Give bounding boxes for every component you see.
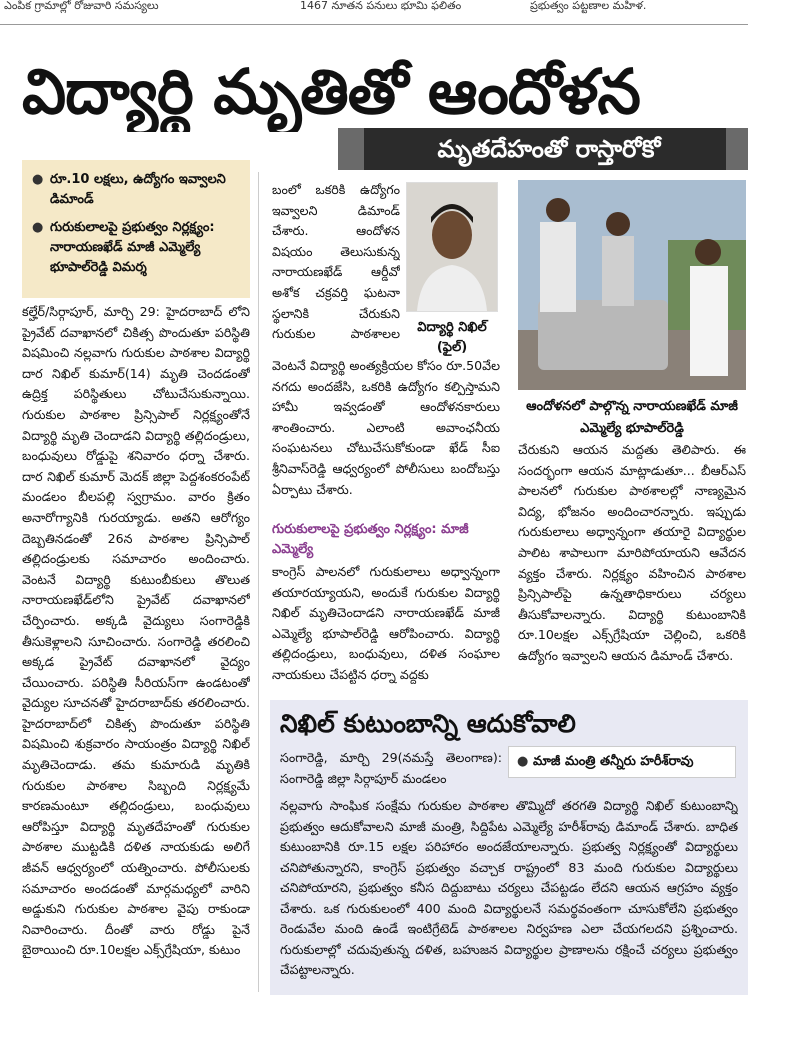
bullet-icon: ● [517,754,529,769]
column-divider [258,172,259,992]
sidebar-article-body [280,796,738,988]
headline: విద్యార్థి మృతితో ఆందోళన [22,55,640,128]
top-strip-right: ప్రభుత్వం పట్టణాల మహిళ. [530,0,647,12]
bullet-icon: ● [32,172,44,187]
article-body-2: వెంటనే విద్యార్థి అంత్యక్రియల కోసం రూ.50వేల నగదు అందజేసి, ఒకరికి ఉద్యోగం కల్పిస్తామని హామీ ఇవ్వడంతో ఆందోళనకారులు శాంతించారు. ఎలాంటి అవాంఛనీయ సంఘటనలు చోటుచేసుకోకుండా ఖేడ్ సీఐ శ్రీనివాస్‌రెడ్డి ఆధ్వర్యంలో పోలీసులు బందోబస్తు ఏర్పాటు చేశారు. [272,358,500,497]
student-photo-caption: విద్యార్థి నిఖిల్ (ఫైల్) [417,320,487,355]
subheadline-bar [338,128,748,170]
bullet-icon: ● [32,220,44,235]
badge-text: మాజీ మంత్రి తన్నీరు హరీశ్‌రావు [533,754,694,769]
article-body-1: కల్హేర్/సిర్గాపూర్, మార్చి 29: హైదరాబాద్ లోని ప్రైవేట్ దవాఖానలో చికిత్స పొందుతూ పరిస్థితి విషమించి నల్లవాగు గురుకుల పాఠశాల విద్యార్థి దార నిఖిల్ కుమార్(14) మృతి చెందడంతో ఉద్రిక్త పరిస్థితులు చోటుచేసుకున్నాయి. గురుకుల పాఠశాల ప్రిన్సిపాల్ నిర్లక్ష్యంతోనే విద్యార్థి మృతి చెందాడని విద్యార్థి తల్లిదండ్రులు, బంధువులు రోడ్డుపై శనివారం ధర్నా చేశారు. దార నిఖిల్ కుమార్ మెదక్ జిల్లా పెద్దశంకరంపేట్ మండలం బీలపల్లి స్వగ్రామం. వారం క్రితం అనారోగ్యానికి గురయ్యాడు. అతని ఆరోగ్యం దెబ్బతినడంతో 26న పాఠశాల ప్రిన్సిపాల్ తల్లిదండ్రులకు సమాచారం అందించారు. వెంటనే విద్యార్థి కుటుంబీకులు తొలుత నారాయణఖేడ్‌లోని ప్రైవేట్ దవాఖానలో చేర్పించారు. అక్కడి వైద్యులు సంగారెడ్డికి తీసుకెళ్లాలని సూచించారు. సంగారెడ్డి తరలించి అక్కడ ప్రైవేట్ దవాఖానలో వైద్యం చేయించారు. పరిస్థితి సీరియస్‌గా ఉండటంతో వైద్యుల సూచనతో హైదరాబాద్‌కు తరలించారు. హైదరాబాద్‌లో చికిత్స పొందుతూ పరిస్థితి విషమించి శుక్రవారం సాయంత్రం విద్యార్థి నిఖిల్ మృతిచెందాడు. తమ కుమారుడి మృతికి గురుకుల పాఠశాల సిబ్బంది నిర్లక్ష్యమే కారణమంటూ తల్లిదండ్రులు, బంధువులు ఆరోపిస్తూ విద్యార్థి మృతదేహంతో గురుకుల పాఠశాల ముట్టడికి దళిత నాయకుడు అలిగే జీవన్ ఆధ్వర్యంలో యత్నించారు. పోలీసులకు సమాచారం అందడంతో మార్గమధ్యలో వారిని అడ్డుకుని గురుకుల పాఠశాల వైపు రాకుండా నివారించారు. దీంతో వారు రోడ్డు పైనే బైఠాయించి రూ.10లక్షల ఎక్స్‌గ్రేషియా, కుటుం [22,304,250,958]
highlight-text: రూ.10 లక్షలు, ఉద్యోగం ఇవ్వాలని డిమాండ్ [50,172,226,207]
sidebar-article-body-text: నల్లవాగు సాంఘిక సంక్షేమ గురుకుల పాఠశాల తొమ్మిదో తరగతి విద్యార్థి నిఖిల్ కుటుంబాన్ని ప్రభుత్వం ఆదుకోవాలని మాజీ మంత్రి, సిద్దిపేట ఎమ్మెల్యే హరీశ్‌రావు డిమాండ్ చేశారు. బాధిత కుటుంబానికి రూ.15 లక్షల పరిహారం అందజేయాలన్నారు. ప్రభుత్వ నిర్లక్ష్యంతో విద్యార్థులు చనిపోతున్నారని, కాంగ్రెస్ ప్రభుత్వం వచ్చాక రాష్ట్రంలో 83 మంది గురుకుల విద్యార్థులు చనిపోయారని, ప్రభుత్వం కనీస దిద్దుబాటు చర్యలు చేపట్టడం లేదని ఆయన ఆగ్రహం వ్యక్తం చేశారు. ఒక గురుకులంలో 400 మంది విద్యార్థులనే సమర్థవంతంగా చూసుకోలేని ప్రభుత్వం రెండువేల మంది ఉండే ఇంటిగ్రేటెడ్ పాఠశాలల నిర్వహణ ఎలా చేయగలదని ప్రశ్నించారు. గురుకులాల్లో చదువుతున్న దళిత, బహుజన విద్యార్థుల ప్రాణాలను రక్షించే చర్యలు ప్రభుత్వం చేపట్టాలన్నారు. [280,798,738,977]
highlight-text: గురుకులాలపై ప్రభుత్వం నిర్లక్ష్యం: నారాయణఖేడ్ మాజీ ఎమ్మెల్యే భూపాల్‌రెడ్డి విమర్శ [50,220,215,275]
article-column-1 [22,302,250,998]
article-body-2-top: బంలో ఒకరికి ఉద్యోగం ఇవ్వాలని డిమాండ్ చేశారు. ఆందోళన విషయం తెలుసుకున్న నారాయణఖేడ్ ఆర్డీవో అశోక చక్రవర్తి ఘటనా స్థలానికి చేరుకుని గురుకుల పాఠశాలల [272,182,400,342]
section-subheading: గురుకులాలపై ప్రభుత్వం నిర్లక్ష్యం: మాజీ ఎమ్మెల్యే [272,522,469,557]
student-portrait-icon [407,183,497,311]
article-column-2-bottom [272,562,500,686]
article-body-2-bottom: కాంగ్రెస్ పాలనలో గురుకులాలు అధ్వాన్నంగా తయారయ్యాయని, అందుకే గురుకుల విద్యార్థి నిఖిల్ మృతిచెందాడని నారాయణఖేడ్ మాజీ ఎమ్మెల్యే భూపాల్‌రెడ్డి ఆరోపించారు. విద్యార్థి తల్లిదండ్రులు, బంధువులు, దళిత సంఘాల నాయకులు చేపట్టిన ధర్నా వద్దకు [272,564,500,682]
sidebar-article-lead-text: సంగారెడ్డి, మార్చి 29(నమస్తే తెలంగాణ): సంగారెడ్డి జిల్లా సిర్గాపూర్ మండలం [280,750,502,786]
subheadline-bar-left-accent [338,128,364,170]
top-strip-mid: 1467 నూతన పనులు భూమి ఫలితం [300,0,462,12]
student-photo [406,182,498,312]
protest-photo-caption: ఆందోళనలో పాల్గొన్న నారాయణఖేడ్ మాజీ ఎమ్మెల్యే భూపాల్‌రెడ్డి [526,399,738,436]
article-column-2 [272,356,500,520]
top-strip [0,0,800,24]
top-divider [0,24,748,25]
sidebar-article-badge [508,746,736,778]
protest-photo [518,180,746,390]
top-strip-left: ఎంపిక గ్రామాల్లో రోజువారి సమస్యలు [4,0,159,12]
subheadline: మృతదేహంతో రాస్తారోకో [437,135,661,163]
article-column-2-top [272,180,400,345]
sidebar-article-title: నిఖిల్ కుటుంబాన్ని ఆదుకోవాలి [280,709,576,738]
sidebar-article-lead [280,748,502,792]
article-body-3: చేరుకుని ఆయన మద్దతు తెలిపారు. ఈ సందర్భంగా ఆయన మాట్లాడుతూ... బీఆర్ఎస్ పాలనలో గురుకుల పాఠశాలల్లో నాణ్యమైన విద్య, భోజనం అందించారన్నారు. ఇప్పుడు గురుకులాలు అధ్వాన్నంగా తయారై విద్యార్థుల పాలిట శాపాలుగా మారిపోయాయని ఆవేదన వ్యక్తం చేశారు. నిర్లక్ష్యం వహించిన పాఠశాల ప్రిన్సిపాల్‌పై ఉన్నతాధికారులు చర్యలు తీసుకోవాలన్నారు. విద్యార్థి కుటుంబానికి రూ.10లక్షల ఎక్స్‌గ్రేషియా చెల్లించి, ఒకరికి ఉద్యోగం ఇవ్వాలని ఆయన డిమాండ్ చేశారు. [518,442,746,663]
highlights-box [22,160,250,298]
protest-scene-icon [518,180,746,390]
article-column-3 [518,440,746,686]
subheadline-bar-right-accent [726,128,748,170]
